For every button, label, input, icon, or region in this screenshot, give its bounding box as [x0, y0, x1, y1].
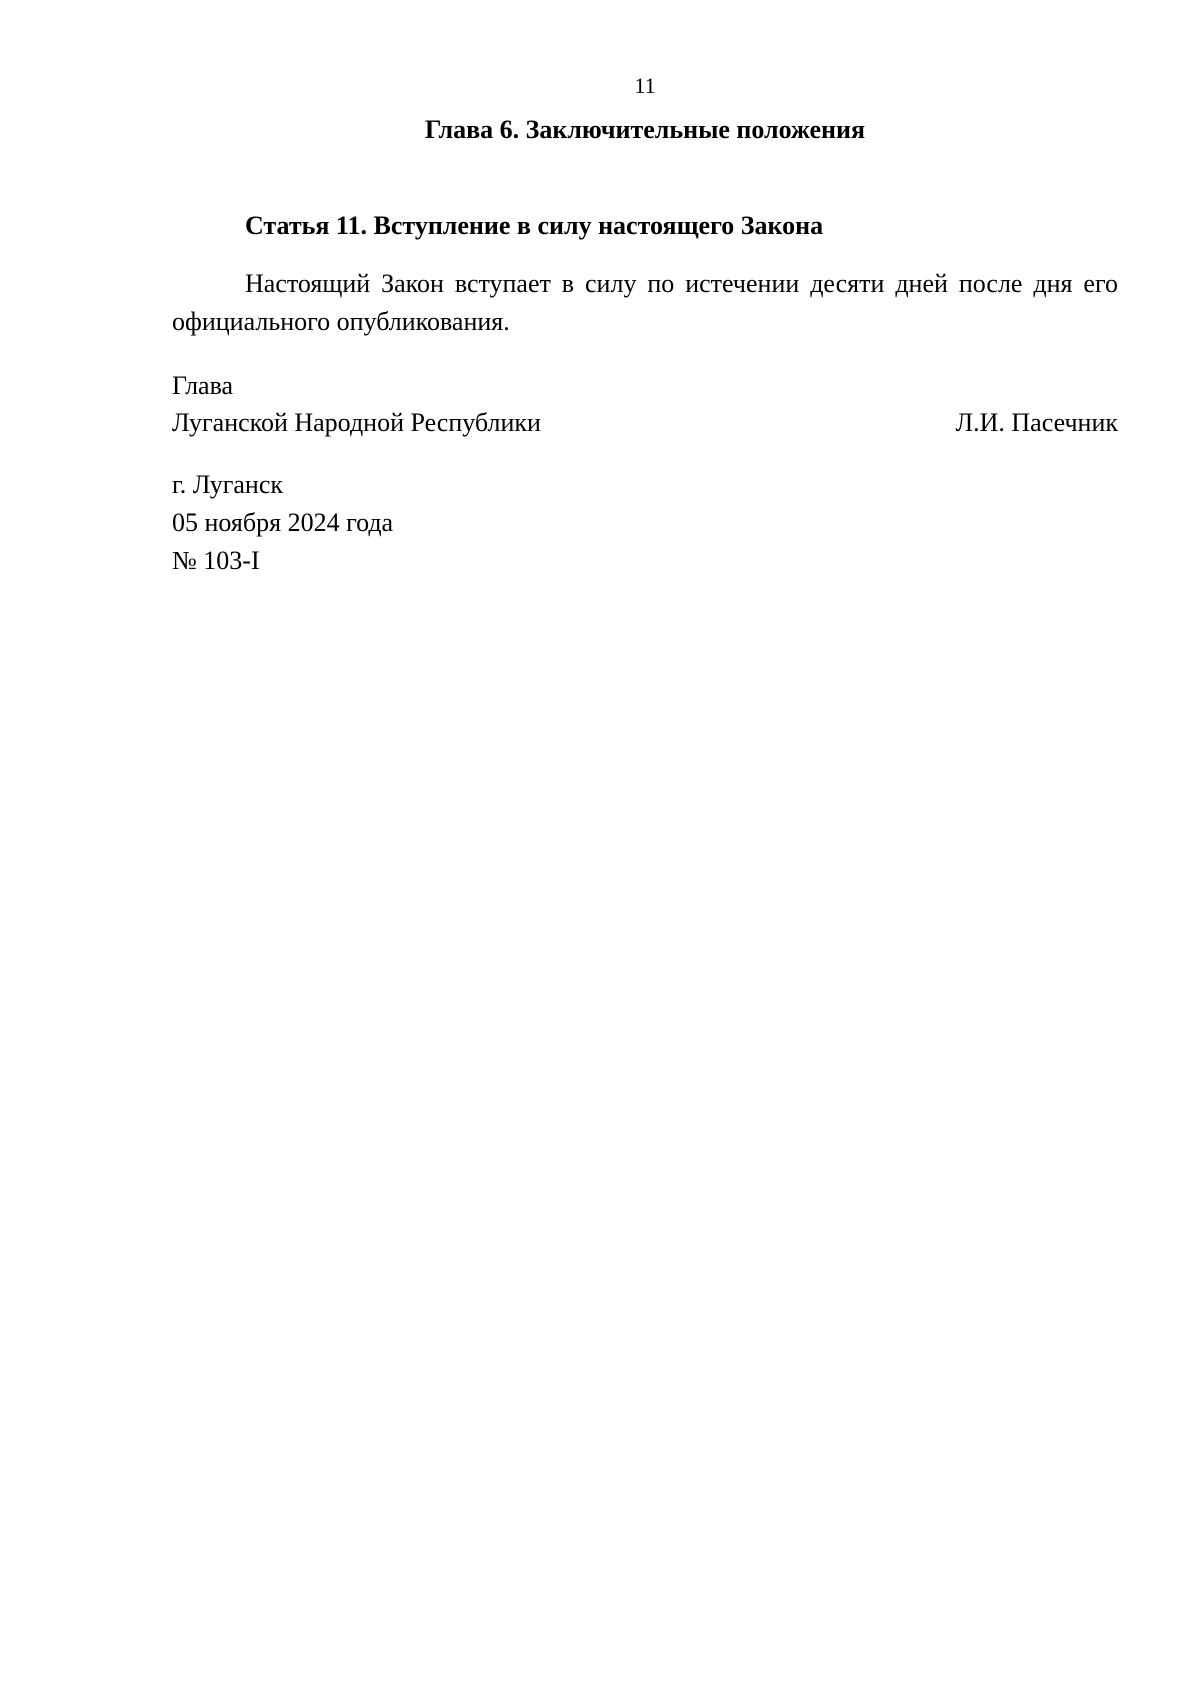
chapter-title: Глава 6. Заключительные положения: [424, 115, 866, 144]
signatory-name: Л.И. Пасечник: [955, 408, 1118, 437]
law-number: № 103-I: [172, 546, 260, 575]
issuance-block: [172, 466, 393, 580]
page-number: 11: [634, 73, 656, 98]
issuance-place: г. Луганск: [172, 470, 284, 499]
article-body: Настоящий Закон вступает в силу по истечении десяти дней после дня его официального опубликования.: [172, 269, 1118, 336]
issuance-date: 05 ноября 2024 года: [172, 508, 394, 537]
signature-row: [172, 404, 1118, 441]
signature-block: [172, 367, 1118, 441]
signatory-position-line2: Луганской Народной Республики: [172, 408, 541, 437]
signatory-position-line1: Глава: [172, 371, 234, 400]
article-title: Статья 11. Вступление в силу настоящего Закона: [245, 211, 824, 240]
